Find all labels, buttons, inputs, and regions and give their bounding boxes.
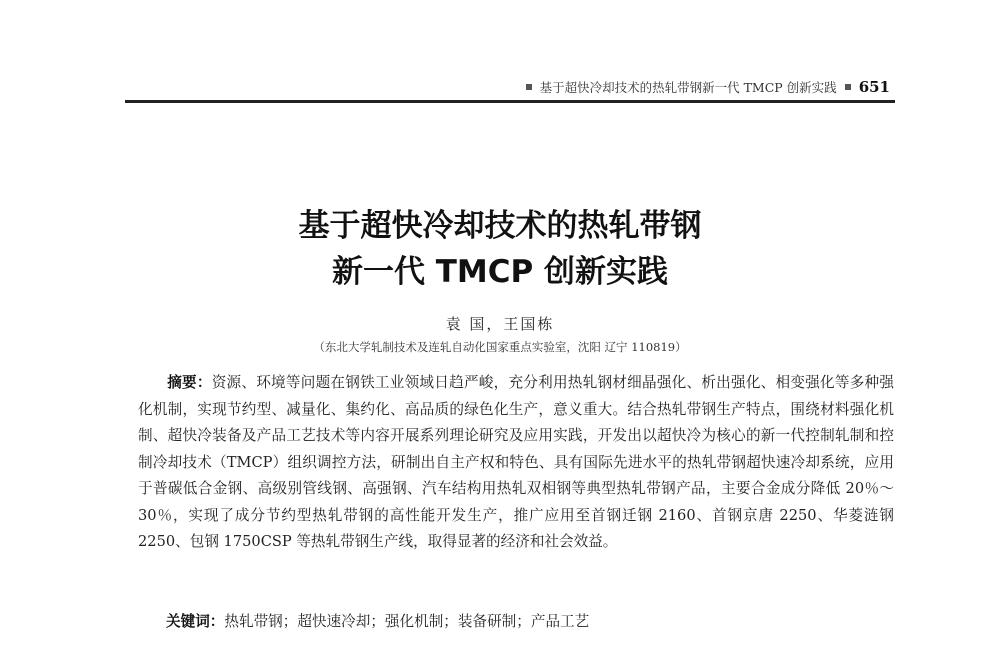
authors: 袁 国，王国栋 (445, 315, 555, 333)
running-header (518, 78, 890, 96)
keywords-label: 关键词： (166, 613, 225, 630)
affiliation: （东北大学轧制技术及连轧自动化国家重点实验室，沈阳 辽宁 110819） (313, 340, 687, 354)
keywords-text: 热轧带钢；超快速冷却；强化机制；装备研制；产品工艺 (224, 613, 590, 630)
keywords (166, 610, 896, 631)
running-title: 基于超快冷却技术的热轧带钢新一代 TMCP 创新实践 (539, 80, 837, 95)
abstract (138, 370, 894, 556)
header-rule (125, 100, 895, 103)
paper-title-line-2: 新一代 TMCP 创新实践 (331, 254, 669, 290)
abstract-label: 摘要： (167, 374, 212, 391)
page-number: 651 (858, 78, 890, 96)
square-bullet-icon (526, 84, 532, 90)
square-bullet-icon (845, 84, 851, 90)
abstract-text: 资源、环境等问题在钢铁工业领域日趋严峻，充分利用热轧钢材细晶强化、析出强化、相变强化等多种强化机制，实现节约型、减量化、集约化、高品质的绿色化生产，意义重大。结合热轧带钢生产特点，围绕材料强化机制、超快冷装备及产品工艺技术等内容开展系列理论研究及应用实践，开发出以超快冷为核心的新一代控制轧制和控制冷却技术（TMCP）组织调控方法，研制出自主产权和特色、具有国际先进水平的热轧带钢超快速冷却系统，应用于普碳低合金钢、高级别管线钢、高强钢、汽车结构用热轧双相钢等典型热轧带钢产品，主要合金成分降低 20％～30％，实现了成分节约型热轧带钢的高性能开发生产，推广应用至首钢迁钢 2160、首钢京唐 2250、华菱涟钢 2250、包钢 1750CSP 等热轧带钢生产线，取得显著的经济和社会效益。 (138, 374, 894, 550)
paper-title-line-1: 基于超快冷却技术的热轧带钢 (298, 208, 702, 244)
